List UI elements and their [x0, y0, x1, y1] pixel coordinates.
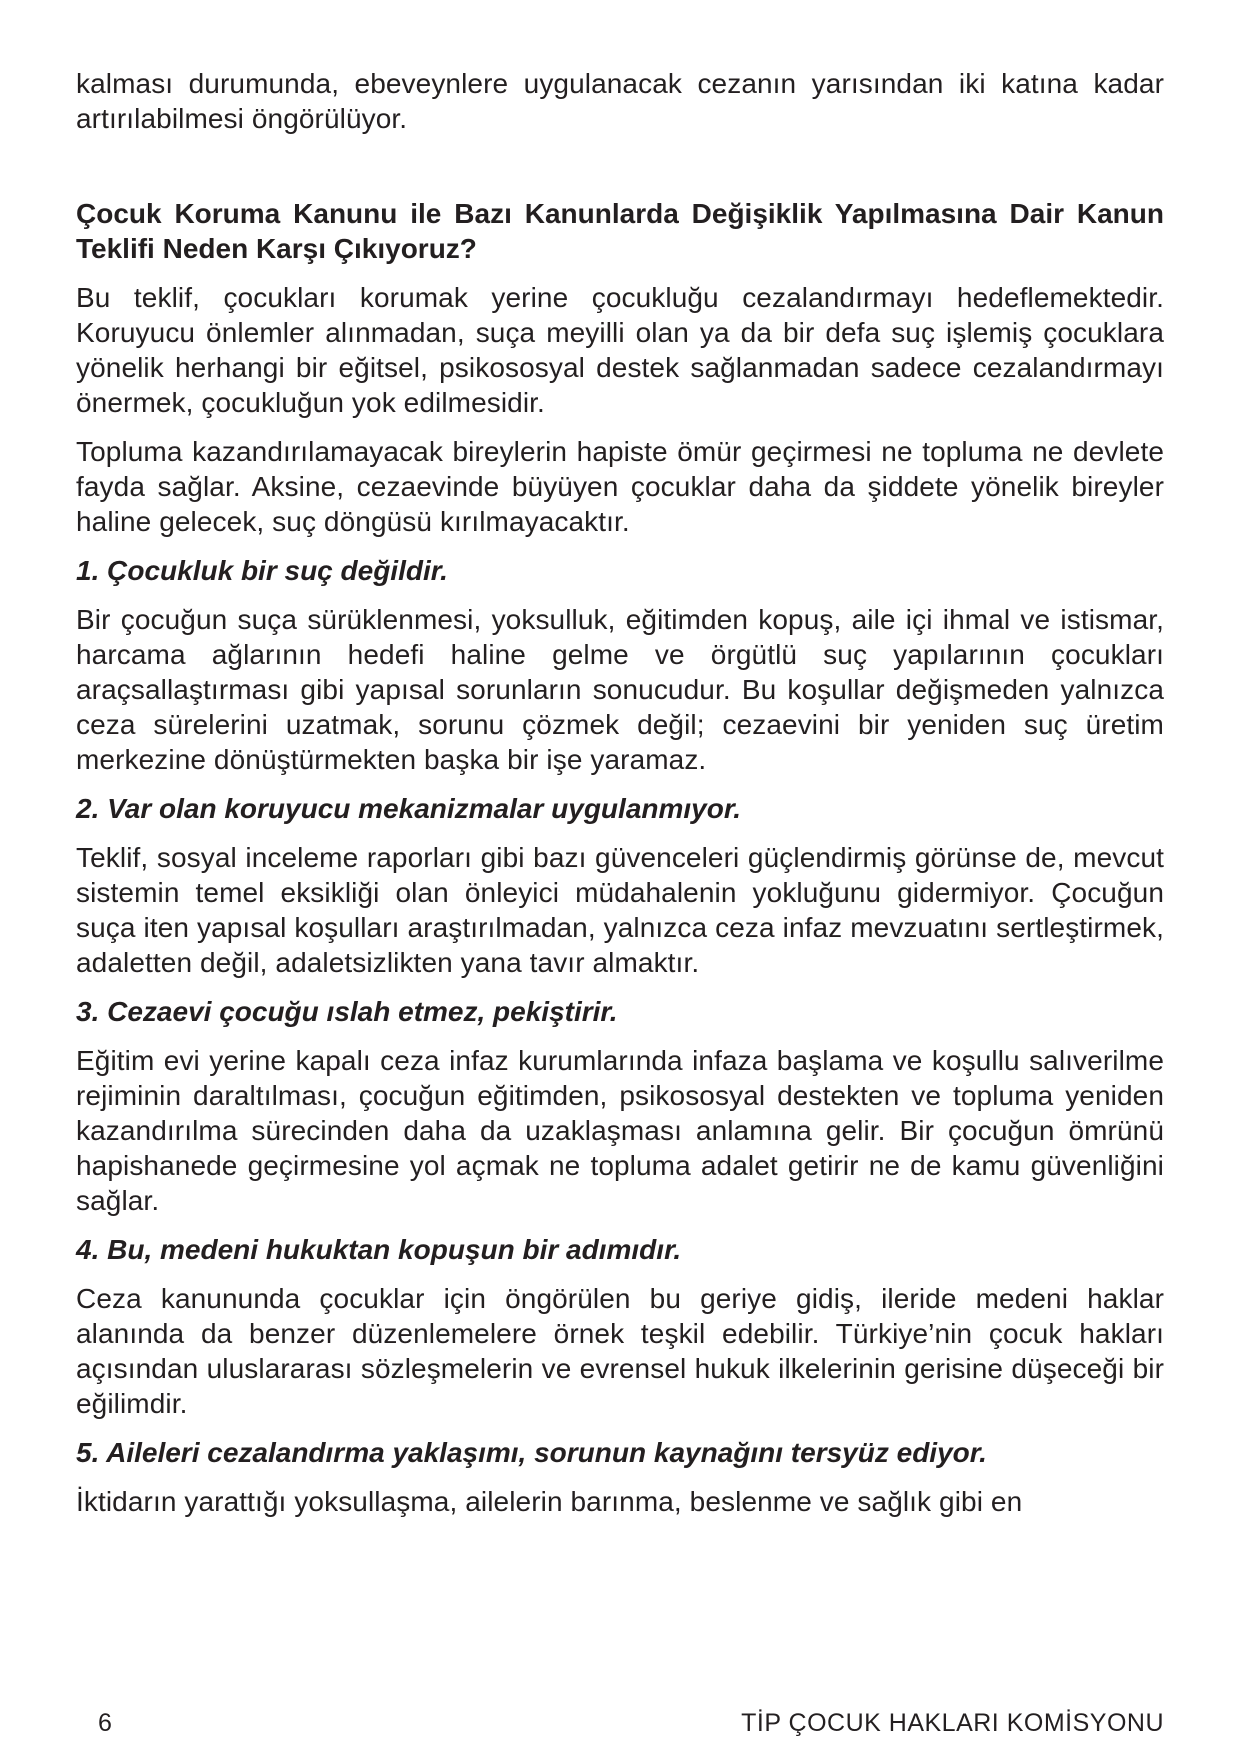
point-body: Eğitim evi yerine kapalı ceza infaz kurumlarında infaza başlama ve koşullu salıverilme rejiminin daraltılması, çocuğun eğitimden, psikososyal destekten ve topluma yeniden kazandırılma sürecinden daha da uzaklaşması anlamına gelir. Bir çocuğun ömrünü hapishanede geçirmesine yol açmak ne topluma adalet getirir ne de kamu güvenliğini sağlar.: [76, 1045, 1164, 1216]
point-body: Ceza kanununda çocuklar için öngörülen bu geriye gidiş, ileride medeni haklar alanında da benzer düzenlemelere örnek teşkil edebilir. Türkiye’nin çocuk hakları açısından uluslararası sözleşmelerin ve evrensel hukuk ilkelerinin gerisine düşeceği bir eğilimdir.: [76, 1283, 1164, 1419]
section-title: Çocuk Koruma Kanunu ile Bazı Kanunlarda Değişiklik Yapılmasına Dair Kanun Teklifi Neden Karşı Çıkıyoruz?: [76, 198, 1164, 264]
point-heading: 2. Var olan koruyucu mekanizmalar uygulanmıyor.: [76, 793, 741, 824]
intro-paragraph: Bu teklif, çocukları korumak yerine çocukluğu cezalandırmayı hedeflemektedir. Koruyucu önlemler alınmadan, suça meyilli olan ya da bir defa suç işlemiş çocuklara yönelik herhangi bir eğitsel, psikososyal destek sağlanmadan sadece cezalandırmayı önermek, çocukluğun yok edilmesidir.: [76, 282, 1164, 418]
page-footer: [98, 1708, 1164, 1738]
page-number: 6: [98, 1709, 113, 1737]
point-body: İktidarın yarattığı yoksullaşma, ailelerin barınma, beslenme ve sağlık gibi en: [76, 1486, 1023, 1517]
point-body: Teklif, sosyal inceleme raporları gibi bazı güvenceleri güçlendirmiş görünse de, mevcut sistemin temel eksikliği olan önleyici müdahalenin yokluğunu gidermiyor. Çocuğun suça iten yapısal koşulları araştırılmadan, yalnızca ceza infaz mevzuatını sertleştirmek, adaletten değil, adaletsizlikten yana tavır almaktır.: [76, 842, 1164, 978]
point-heading: 4. Bu, medeni hukuktan kopuşun bir adımıdır.: [76, 1234, 682, 1265]
point-body: Bir çocuğun suça sürüklenmesi, yoksulluk, eğitimden kopuş, aile içi ihmal ve istismar, harcama ağlarının hedefi haline gelme ve örgütlü suç yapılarının çocukları araçsallaştırması gibi yapısal sorunların sonucudur. Bu koşullar değişmeden yalnızca ceza sürelerini uzatmak, sorunu çözmek değil; cezaevini bir yeniden suç üretim merkezine dönüştürmekten başka bir işe yaramaz.: [76, 604, 1164, 775]
page-content: [76, 66, 1164, 1533]
point-heading: 5. Aileleri cezalandırma yaklaşımı, sorunun kaynağını tersyüz ediyor.: [76, 1437, 987, 1468]
point-heading: 3. Cezaevi çocuğu ıslah etmez, pekiştirir.: [76, 996, 618, 1027]
continuation-paragraph: kalması durumunda, ebeveynlere uygulanacak cezanın yarısından iki katına kadar artırılabilmesi öngörülüyor.: [76, 68, 1164, 134]
intro-paragraph: Topluma kazandırılamayacak bireylerin hapiste ömür geçirmesi ne topluma ne devlete fayda sağlar. Aksine, cezaevinde büyüyen çocuklar daha da şiddete yönelik bireyler haline gelecek, suç döngüsü kırılmayacaktır.: [76, 436, 1164, 537]
point-heading: 1. Çocukluk bir suç değildir.: [76, 555, 448, 586]
footer-organization: TİP ÇOCUK HAKLARI KOMİSYONU: [741, 1709, 1164, 1737]
